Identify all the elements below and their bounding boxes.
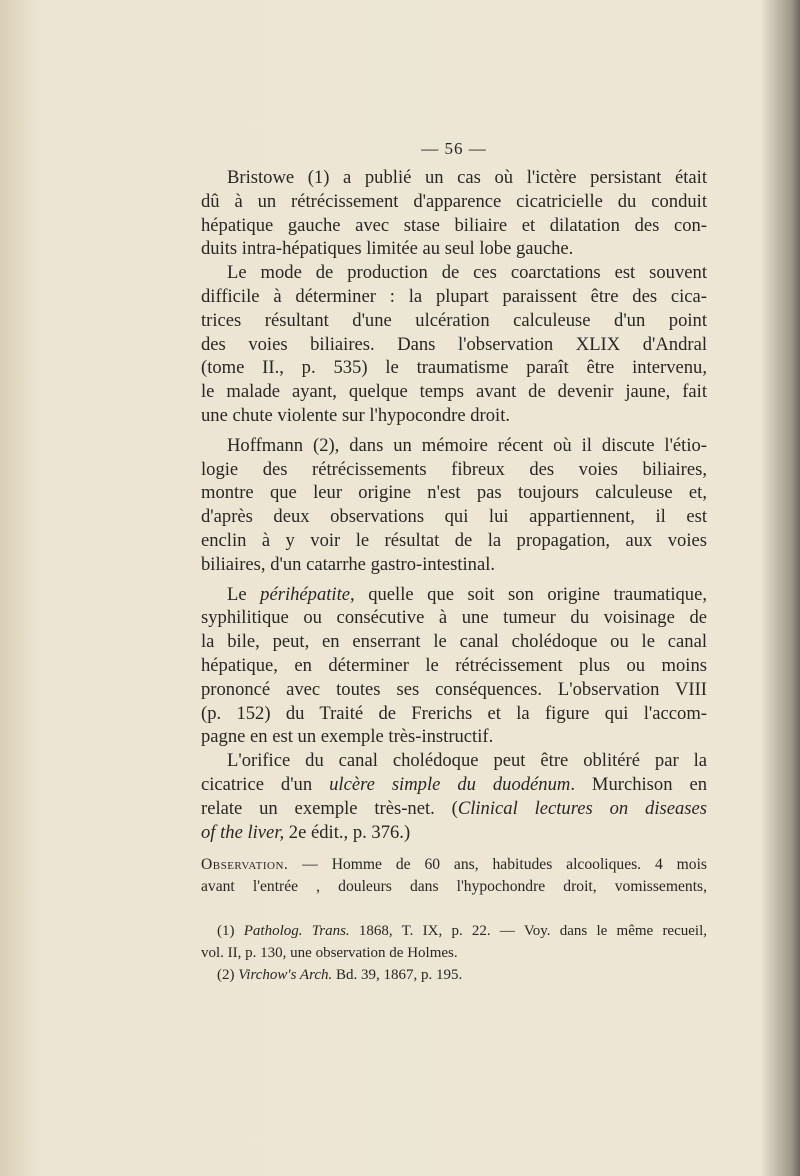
footnote-1-cont: vol. II, p. 130, une observation de Holmes. bbox=[201, 945, 458, 962]
paragraph-orifice bbox=[201, 749, 707, 844]
text-line: trices résultant d'une ulcération calculeuse d'un point bbox=[201, 309, 707, 331]
paragraph-hoffmann bbox=[201, 434, 707, 577]
text-line: hépatique, en déterminer le rétrécissement plus ou moins bbox=[201, 654, 707, 676]
text-run: — Homme de 60 ans, habitudes alcooliques. 4 mois bbox=[288, 856, 707, 874]
text-run: Bd. 39, 1867, p. 195. bbox=[332, 967, 463, 984]
footnote-mark: (1) bbox=[217, 923, 244, 940]
text-line: Le mode de production de ces coarctations est souvent bbox=[227, 262, 707, 284]
italic-title: of the liver, bbox=[201, 821, 285, 843]
text-line: prononcé avec toutes ses conséquences. L'observation VIII bbox=[201, 678, 707, 700]
text-line: difficile à déterminer : la plupart paraissent être des cica- bbox=[201, 285, 707, 307]
paragraph-bristowe bbox=[201, 166, 707, 261]
italic-term: ulcère simple du duodénum bbox=[329, 773, 571, 795]
paragraph-coarctations bbox=[201, 261, 707, 428]
text-line: des voies biliaires. Dans l'observation XLIX d'Andral bbox=[201, 333, 707, 355]
text-line: L'orifice du canal cholédoque peut être oblitéré par la bbox=[227, 750, 707, 772]
text-run: 1868, T. IX, p. 22. — Voy. dans le même recueil, bbox=[349, 923, 707, 940]
text-run: 2e édit., p. 376.) bbox=[284, 821, 411, 843]
text-run: . Murchison en bbox=[570, 773, 707, 795]
text-line: montre que leur origine n'est pas toujours calculeuse et, bbox=[201, 482, 707, 504]
text-line: la bile, peut, en enserrant le canal cholédoque ou le canal bbox=[201, 631, 707, 653]
paragraph-perihepatite bbox=[201, 583, 707, 750]
text-line: (p. 152) du Traité de Frerichs et la figure qui l'accom- bbox=[201, 702, 707, 724]
italic-title: Patholog. Trans. bbox=[243, 923, 350, 940]
text-line bbox=[201, 583, 707, 607]
text-line: Hoffmann (2), dans un mémoire récent où il discute l'étio- bbox=[227, 434, 707, 456]
text-run: relate un exemple très-net. ( bbox=[201, 797, 458, 819]
text-line: Bristowe (1) a publié un cas où l'ictère persistant était bbox=[227, 167, 707, 188]
text-run: , quelle que soit son origine traumatique, bbox=[350, 583, 707, 605]
italic-term: périhépatite bbox=[260, 583, 351, 605]
text-line: d'après deux observations qui lui appartiennent, il est bbox=[201, 506, 707, 528]
text-line: logie des rétrécissements fibreux des voies biliaires, bbox=[201, 458, 707, 480]
text-line: syphilitique ou consécutive à une tumeur du voisinage de bbox=[201, 607, 707, 629]
text-line: biliaires, d'un catarrhe gastro-intestinal. bbox=[201, 553, 496, 575]
text-line: (tome II., p. 535) le traumatisme paraît être intervenu, bbox=[201, 357, 707, 379]
text-line: pagne en est un exemple très-instructif. bbox=[201, 726, 494, 748]
observation-paragraph bbox=[201, 854, 707, 898]
text-run: Le bbox=[227, 583, 261, 605]
text-line: enclin à y voir le résultat de la propagation, aux voies bbox=[201, 529, 707, 551]
text-line bbox=[201, 854, 707, 876]
text-line: dû à un rétrécissement d'apparence cicatricielle du conduit bbox=[201, 190, 707, 212]
observation-label: Observation. bbox=[201, 856, 289, 874]
text-line: une chute violente sur l'hypocondre droit. bbox=[201, 404, 511, 426]
text-line bbox=[201, 773, 707, 797]
page-number: — 56 — bbox=[421, 139, 487, 158]
italic-title: Clinical lectures on diseases bbox=[457, 797, 708, 819]
footnote-1 bbox=[201, 920, 707, 942]
text-line: avant l'entrée , douleurs dans l'hypochondre droit, vomissements, bbox=[201, 878, 707, 896]
text-line bbox=[201, 797, 707, 821]
footnote-2 bbox=[201, 964, 707, 986]
italic-title: Virchow's Arch. bbox=[238, 967, 333, 984]
text-block bbox=[201, 139, 707, 986]
footnotes bbox=[201, 920, 707, 986]
text-run: cicatrice d'un bbox=[201, 773, 330, 795]
text-line: hépatique gauche avec stase biliaire et dilatation des con- bbox=[201, 214, 707, 236]
text-line: le malade ayant, quelque temps avant de devenir jaune, fait bbox=[201, 381, 707, 403]
text-line bbox=[201, 821, 707, 845]
text-line: duits intra-hépatiques limitée au seul lobe gauche. bbox=[201, 238, 574, 260]
footnote-mark: (2) bbox=[217, 967, 239, 984]
